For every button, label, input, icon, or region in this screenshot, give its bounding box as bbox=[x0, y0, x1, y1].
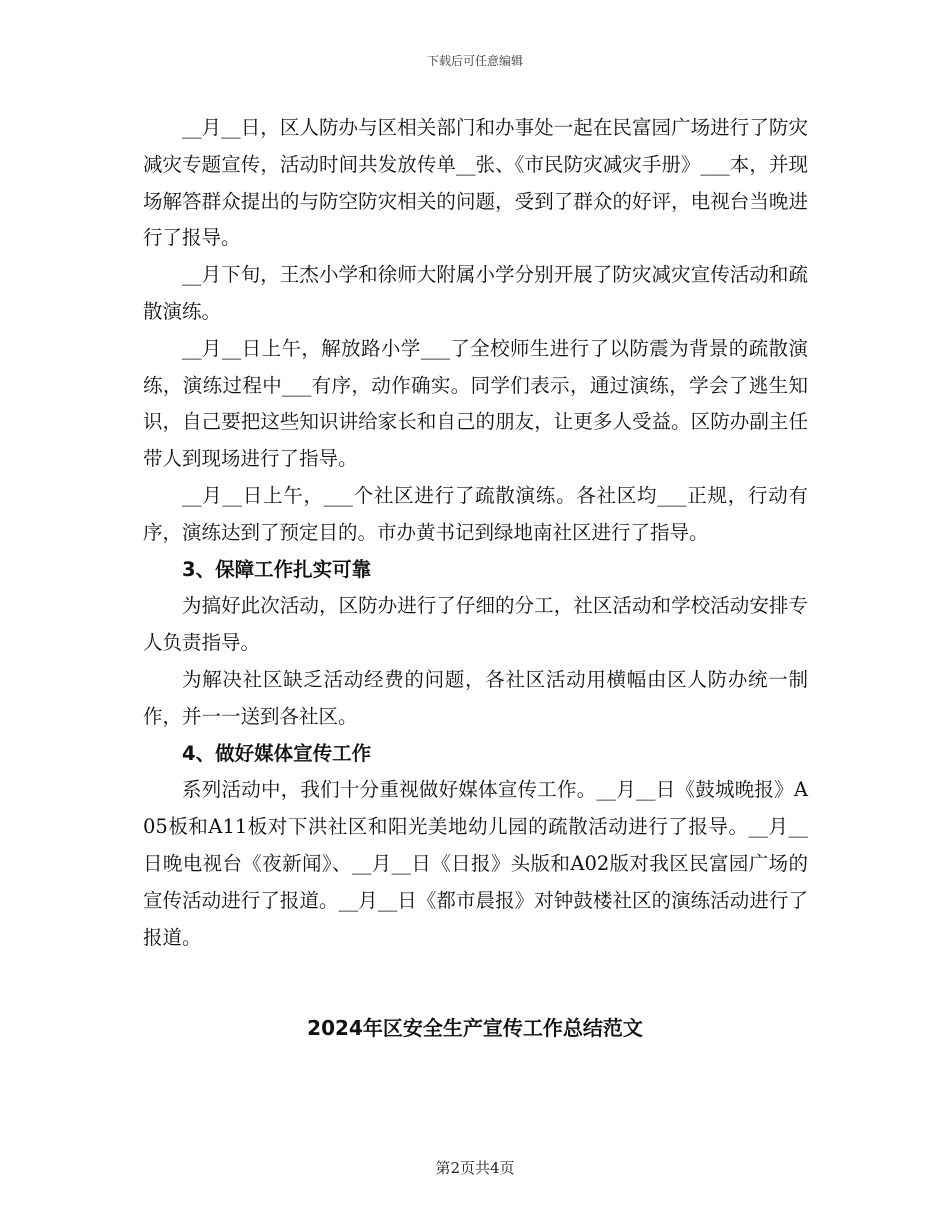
section-heading: 3、保障工作扎实可靠 bbox=[182, 557, 372, 581]
paragraph: 为解决社区缺乏活动经费的问题，各社区活动用横幅由区人防办统一制作，并一一送到各社区。 bbox=[143, 667, 808, 728]
paragraph: 为搞好此次活动，区防办进行了仔细的分工，社区活动和学校活动安排专人负责指导。 bbox=[143, 594, 808, 655]
document-title: 2024年区安全生产宣传工作总结范文 bbox=[307, 1016, 643, 1040]
page-header: 下载后可任意编辑 bbox=[426, 54, 523, 68]
page-footer: 第2页共4页 bbox=[435, 1159, 515, 1177]
section-heading: 4、做好媒体宣传工作 bbox=[182, 741, 372, 765]
paragraph: __月__日上午，解放路小学___了全校师生进行了以防震为背景的疏散演练，演练过程中___有序，动作确实。同学们表示，通过演练，学会了逃生知识，自己要把这些知识讲给家长和自己的朋友，让更多人受益。区防办副主任带人到现场进行了指导。 bbox=[143, 336, 808, 471]
paragraph: __月__日，区人防办与区相关部门和办事处一起在民富园广场进行了防灾减灾专题宣传，活动时间共发放传单__张、《市民防灾减灾手册》___本，并现场解答群众提出的与防空防灾相关的问题，受到了群众的好评，电视台当晚进行了报导。 bbox=[143, 116, 808, 250]
document-body bbox=[143, 110, 808, 956]
paragraph: __月下旬，王杰小学和徐师大附属小学分别开展了防灾减灾宣传活动和疏散演练。 bbox=[143, 263, 808, 323]
paragraph: 系列活动中，我们十分重视做好媒体宣传工作。__月__日《鼓城晚报》A05板和A11板对下洪社区和阳光美地幼儿园的疏散活动进行了报导。__月__日晚电视台《夜新闻》、__月__日《日报》头版和A02版对我区民富园广场的宣传活动进行了报道。__月__日《都市晨报》对钟鼓楼社区的演练活动进行了报道。 bbox=[143, 778, 808, 949]
paragraph: __月__日上午，___个社区进行了疏散演练。各社区均___正规，行动有序，演练达到了预定目的。市办黄书记到绿地南社区进行了指导。 bbox=[143, 483, 808, 544]
